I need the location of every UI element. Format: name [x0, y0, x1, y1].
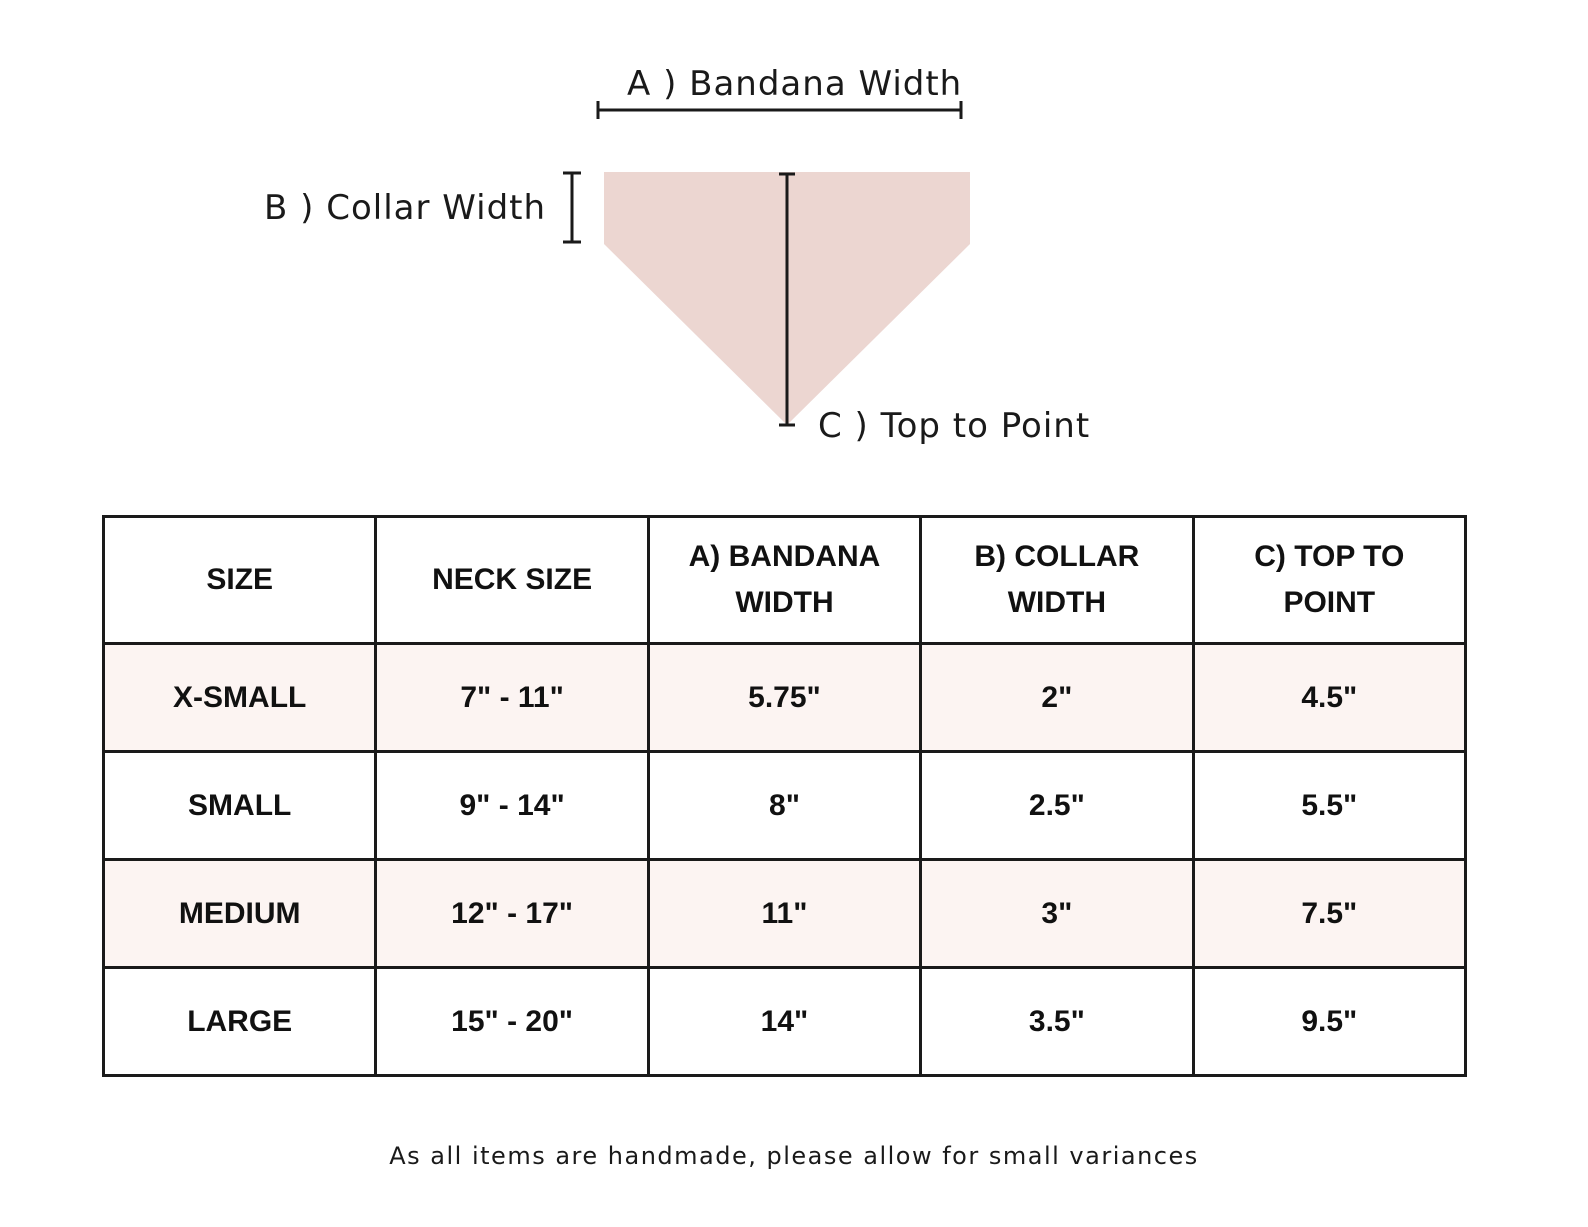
- table-row-large: [104, 968, 1466, 1076]
- table-row-x-small: [104, 644, 1466, 752]
- cell-bandana-width: 5.75": [648, 644, 920, 752]
- header-bandana-width: [648, 517, 920, 644]
- cell-bandana-width: 14": [648, 968, 920, 1076]
- collar-width-dimension: [563, 173, 581, 242]
- collar-width-label: B ) Collar Width: [264, 188, 547, 228]
- header-collar-width-line1: B) COLLAR: [974, 540, 1140, 573]
- cell-top-to-point: 7.5": [1193, 860, 1465, 968]
- cell-top-to-point: 5.5": [1193, 752, 1465, 860]
- cell-top-to-point: 4.5": [1193, 644, 1465, 752]
- cell-top-to-point: 9.5": [1193, 968, 1465, 1076]
- cell-bandana-width: 8": [648, 752, 920, 860]
- top-to-point-label: C ) Top to Point: [818, 406, 1091, 446]
- header-bandana-width-line1: A) BANDANA: [688, 540, 881, 573]
- cell-size: SMALL: [104, 752, 376, 860]
- header-top-to-point-line2: POINT: [1283, 586, 1376, 619]
- cell-bandana-width: 11": [648, 860, 920, 968]
- header-top-to-point: [1193, 517, 1465, 644]
- handmade-footnote: As all items are handmade, please allow for small variances: [389, 1142, 1199, 1170]
- size-chart-table: [102, 515, 1467, 1077]
- bandana-diagram: [0, 0, 1588, 480]
- cell-collar-width: 2": [921, 644, 1193, 752]
- cell-collar-width: 3": [921, 860, 1193, 968]
- header-collar-width-line2: WIDTH: [1007, 586, 1107, 619]
- cell-collar-width: 3.5": [921, 968, 1193, 1076]
- cell-size: MEDIUM: [104, 860, 376, 968]
- cell-neck-size: 12" - 17": [376, 860, 648, 968]
- table-row-small: [104, 752, 1466, 860]
- header-top-to-point-line1: C) TOP TO: [1254, 540, 1405, 573]
- cell-neck-size: 7" - 11": [376, 644, 648, 752]
- cell-collar-width: 2.5": [921, 752, 1193, 860]
- table-header-row: [104, 517, 1466, 644]
- cell-neck-size: 15" - 20": [376, 968, 648, 1076]
- bandana-width-label: A ) Bandana Width: [627, 64, 963, 104]
- header-size: SIZE: [104, 517, 376, 644]
- header-neck-size: NECK SIZE: [376, 517, 648, 644]
- header-bandana-width-line2: WIDTH: [735, 586, 834, 619]
- table-row-medium: [104, 860, 1466, 968]
- cell-size: X-SMALL: [104, 644, 376, 752]
- cell-neck-size: 9" - 14": [376, 752, 648, 860]
- header-collar-width: [921, 517, 1193, 644]
- cell-size: LARGE: [104, 968, 376, 1076]
